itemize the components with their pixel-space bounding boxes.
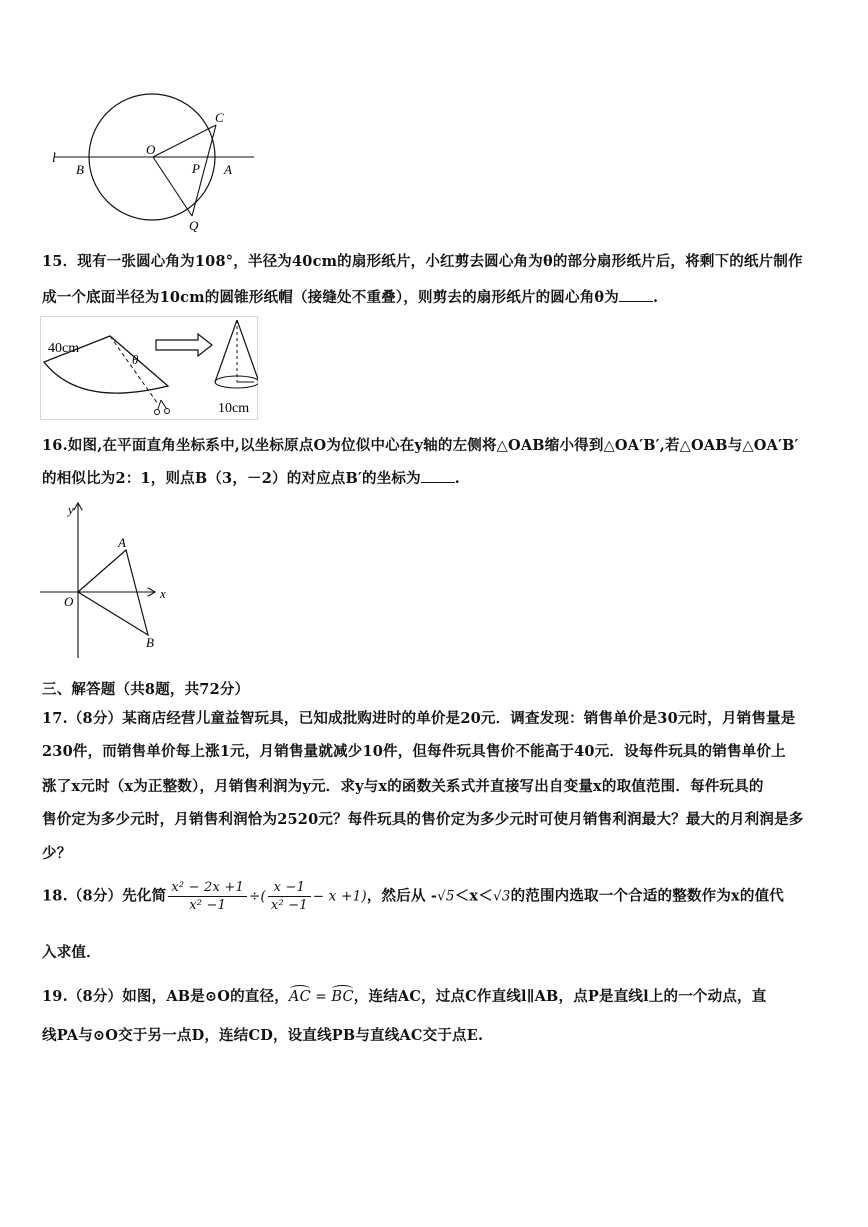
theta-label: θ [132,352,139,367]
q17-line: 17.（8分）某商店经营儿童益智玩具，已知成批购进时的单价是20元．调查发现：销售单价是30元时，月销售量是 [42,710,796,727]
q18-mid: ，然后从 - [366,887,438,905]
label-a: A [224,162,232,177]
label-c: C [215,110,224,125]
base-radius-label: 10cm [218,401,250,416]
cone-left-edge [215,320,237,382]
label-o: O [146,142,156,157]
fraction-1 [168,880,247,913]
q16-line1: 16.如图,在平面直角坐标系中,以坐标原点O为位似中心在y轴的左侧将△OAB缩小得到△OA′B′,若△OAB与△OA′B′ [42,437,799,454]
label-o: O [64,594,74,609]
circle-figure [40,88,260,238]
scissors-icon [155,400,170,415]
q18-line1 [42,880,784,913]
fraction-2-numerator: x −1 [268,880,311,897]
q15-line2 [42,286,658,307]
q17-line: 少？ [42,845,72,862]
fraction-2-denominator: x² −1 [270,898,308,913]
q17-line: 涨了x元时（x为正整数），月销售利润为y元．求y与x的函数关系式并直接写出自变量x的取值范围．每件玩具的 [42,778,764,795]
radius-label: 40cm [48,341,80,356]
q19-suffix: ，连结AC，过点C作直线l∥AB，点P是直线l上的一个动点，直 [353,988,767,1005]
equals-sign: = [310,989,332,1005]
q18-suffix: 的范围内选取一个合适的整数作为x的值代 [510,887,785,905]
sqrt-3: √3 [492,888,511,905]
label-b: B [76,162,84,177]
fraction-1-numerator: x² − 2x +1 [168,880,247,897]
q19-line1 [42,985,766,1006]
q16-line2-text: 的相似比为2：1，则点B（3，－2）的对应点B′的坐标为 [42,470,421,487]
q19-prefix: 19.（8分）如图，AB是⊙O的直径， [42,988,289,1005]
arrow-right-icon [156,334,212,356]
segment-oq [153,157,192,216]
label-l: l [52,151,56,166]
cone-right-edge [237,320,258,382]
label-x: x [160,586,166,601]
label-a: A [118,535,126,550]
label-p: P [192,161,200,176]
fraction-2 [268,880,311,913]
q19-line2: 线PA与⊙O交于另一点D，连结CD，设直线PB与直线AC交于点E. [42,1027,484,1044]
section-title: 三、解答题（共8题，共72分） [42,681,250,698]
segment-oc [153,125,216,157]
q17-line: 230件，而销售单价每上涨1元，月销售量就减少10件，但每件玩具售价不能高于40元．设每件玩具的销售单价上 [42,743,786,760]
q16-line2 [42,467,460,488]
arc-ac: AC [288,989,311,1005]
sqrt-5: √5 [437,888,455,905]
q18-lt: ＜x＜ [454,887,493,905]
q15-line1: 15．现有一张圆心角为108°，半径为40cm的扇形纸片，小红剪去圆心角为θ的部分扇形纸片后，将剩下的纸片制作 [42,253,803,270]
q15-line2-end: . [652,289,659,306]
q18-line2: 入求值． [42,944,101,961]
coordinate-figure [40,500,180,660]
divide-sign: ÷ [248,888,261,905]
q18-prefix: 18.（8分）先化简 [42,887,167,905]
q17-line: 售价定为多少元时，月销售利润恰为2520元？每件玩具的售价定为多少元时可使月销售利润最大？最大的月利润是多 [42,811,804,828]
answer-blank [421,470,455,483]
arc-bc: BC [331,989,354,1005]
expr-tail: − x +1) [312,888,367,905]
q16-line2-end: . [454,470,461,487]
label-b: B [146,635,154,650]
cut-line [110,336,158,404]
label-y: y [68,502,74,517]
label-q: Q [189,218,199,233]
cone-figure [40,316,258,420]
paren-open: ( [260,888,266,905]
q15-line2-text: 成一个底面半径为10cm的圆锥形纸帽（接缝处不重叠），则剪去的扇形纸片的圆心角θ为 [42,289,619,306]
answer-blank [619,289,653,302]
fraction-1-denominator: x² −1 [189,898,227,913]
